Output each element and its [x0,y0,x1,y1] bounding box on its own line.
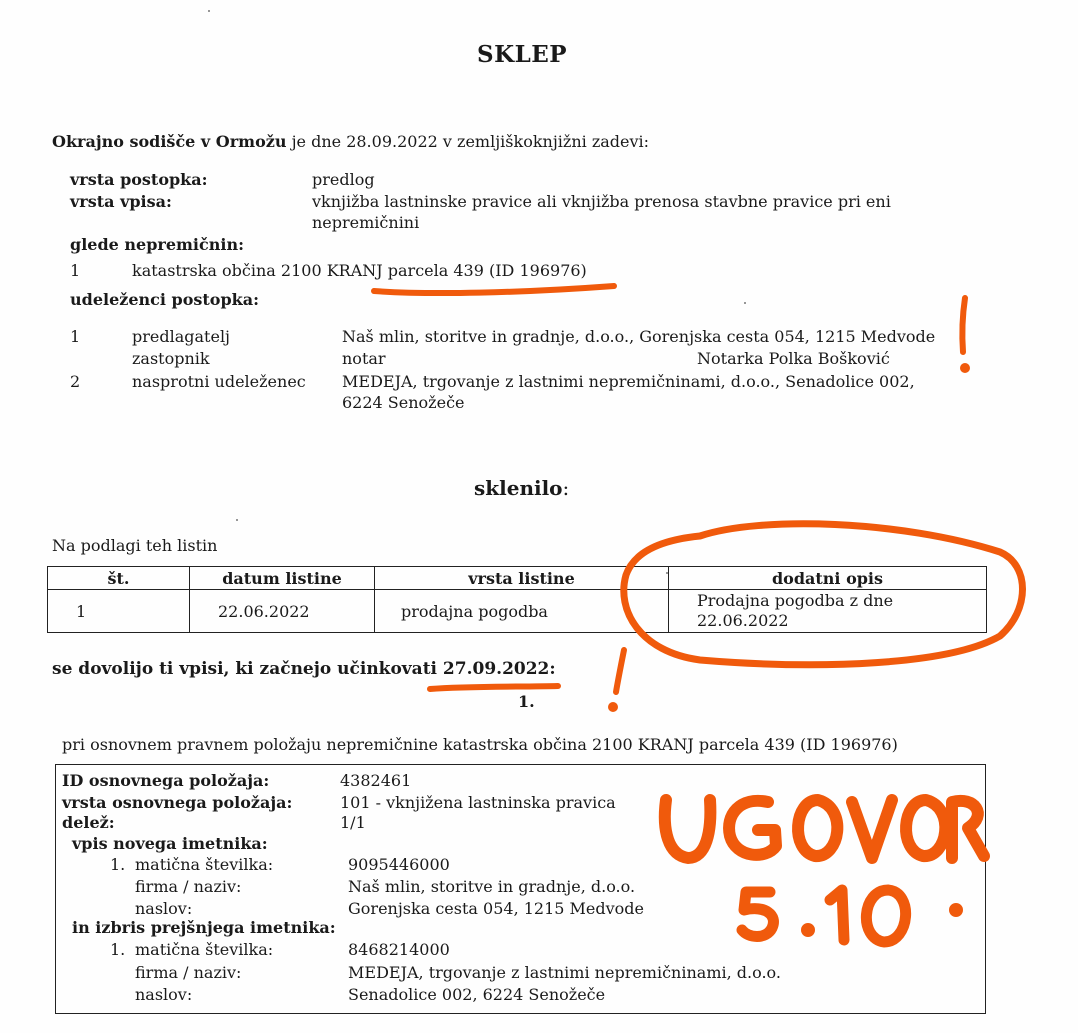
participants-heading: udeleženci postopka: [70,290,260,309]
column-header: vrsta listine [375,567,669,590]
table-header-row [48,567,987,590]
allowed-entries-line [52,659,556,679]
share-label: delež: [62,813,115,832]
prev-holder-heading: in izbris prejšnjega imetnika: [72,918,336,937]
holder-name-label: firma / naziv: [135,877,242,896]
holder-number: 1. [110,855,126,874]
holder-address-value: Senadolice 002, 6224 Senožeče [348,985,606,1004]
decided-heading-colon: : [562,476,570,500]
document-title: SKLEP [477,41,568,68]
holder-reg-label: matična številka: [135,855,274,874]
holder-address-value: Gorenjska cesta 054, 1215 Medvode [348,899,645,918]
decided-heading-word: sklenilo [474,476,563,500]
participant-role: predlagatelj [132,327,231,346]
entry-type-label: vrsta vpisa: [70,192,172,211]
share-value: 1/1 [340,813,366,832]
exclamation-mark [962,298,965,352]
holder-name-label: firma / naziv: [135,963,242,982]
entry-type-value-line1: vknjižba lastninske pravice ali vknjižba prenosa stavbne pravice pri eni [312,192,891,211]
table-row [48,590,987,633]
participant-number: 2 [70,372,81,391]
exclamation-mark [616,650,624,692]
intro-text: je dne 28.09.2022 v zemljiškoknjižni zadevi: [291,132,650,151]
position-type-value: 101 - vknjižena lastninska pravica [340,793,616,812]
holder-name-value: Naš mlin, storitve in gradnje, d.o.o. [348,877,636,896]
new-holder-heading: vpis novega imetnika: [72,834,268,853]
entry-number: 1. [518,692,535,711]
participant-notary-name: Notarka Polka Bošković [697,349,890,368]
holder-address-label: naslov: [135,899,193,918]
holder-reg-value: 9095446000 [348,855,450,874]
holder-reg-value: 8468214000 [348,940,450,959]
allowed-text: se dovolijo ti vpisi, ki začnejo učinkovati [52,659,437,679]
scan-speck [744,302,746,304]
scan-speck [666,572,668,574]
underline-parcel-mark [374,286,614,293]
basis-text: Na podlagi teh listin [52,536,218,555]
procedure-type-label: vrsta postopka: [70,170,208,189]
participant-role: nasprotni udeleženec [132,372,306,391]
position-type-label: vrsta osnovnega položaja: [62,793,293,812]
procedure-type-value: predlog [312,170,375,189]
description-line: Prodajna pogodba z dne [697,591,894,610]
exclamation-mark-dot [962,365,969,372]
holder-address-label: naslov: [135,985,193,1004]
exclamation-mark-dot [610,704,617,711]
participant-value: notar [342,349,386,368]
table-cell-number: 1 [48,590,190,633]
participant-value-line2: 6224 Senožeče [342,393,465,412]
effective-date: 27.09.2022: [442,659,556,679]
documents-table [47,566,987,633]
intro-line [52,132,649,151]
participant-number: 1 [70,327,81,346]
court-name: Okrajno sodišče v Ormožu [52,132,287,151]
table-cell-date: 22.06.2022 [190,590,375,633]
participant-value: Naš mlin, storitve in gradnje, d.o.o., Gorenjska cesta 054, 1215 Medvode [342,327,936,346]
id-label: ID osnovnega položaja: [62,771,270,790]
decided-heading [474,476,569,500]
holder-number: 1. [110,940,126,959]
property-heading: glede nepremičnin: [70,235,244,254]
underline-date-mark [430,686,558,689]
column-header: datum listine [190,567,375,590]
holder-reg-label: matična številka: [135,940,274,959]
participant-role: zastopnik [132,349,210,368]
table-cell-description [669,590,987,633]
entry-type-value-line2: nepremičnini [312,213,420,232]
description-line: 22.06.2022 [697,611,789,630]
holder-name-value: MEDEJA, trgovanje z lastnimi nepremičninami, d.o.o. [348,963,781,982]
scan-speck [236,519,238,521]
id-value: 4382461 [340,771,412,790]
scan-speck [208,10,210,12]
column-header: št. [48,567,190,590]
table-cell-type: prodajna pogodba [375,590,669,633]
property-text: katastrska občina 2100 KRANJ parcela 439 (ID 196976) [132,261,587,280]
column-header: dodatni opis [669,567,987,590]
participant-value: MEDEJA, trgovanje z lastnimi nepremičninami, d.o.o., Senadolice 002, [342,372,915,391]
entry-intro: pri osnovnem pravnem položaju nepremičnine katastrska občina 2100 KRANJ parcela 439 (ID 196976) [62,735,898,754]
property-number: 1 [70,261,81,280]
